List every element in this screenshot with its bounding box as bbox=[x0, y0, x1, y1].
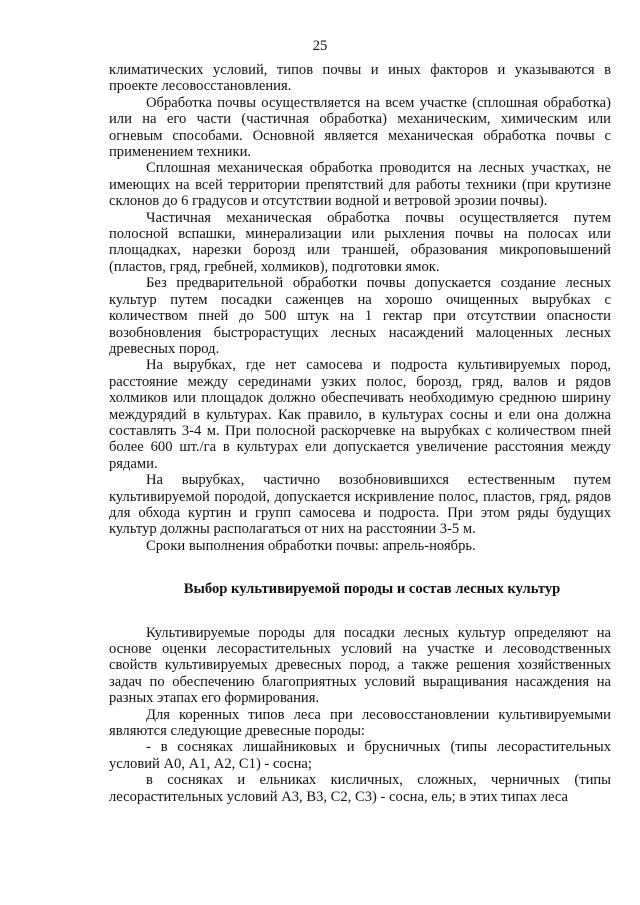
paragraph: На вырубках, частично возобновившихся естественным путем культивируемой породой, допускается искривление полос, пластов, гряд, рядов для обхода куртин и групп самосева и подроста. При этом ряды будущих культур должны располагаться от них на расстоянии 3-5 м. bbox=[109, 472, 611, 538]
paragraph: Сплошная механическая обработка проводится на лесных участках, не имеющих на всей территории препятствий для работы техники (при крутизне склонов до 6 градусов и отсутствии водной и ветровой эрозии почвы). bbox=[109, 160, 611, 210]
paragraph: На вырубках, где нет самосева и подроста культивируемых пород, расстояние между серединами узких полос, борозд, гряд, валов и рядов холмиков или площадок должно обеспечивать необходимую среднюю ширину междурядий в культурах. Как правило, в культурах сосны и ели она должна составлять 3-4 м. При полосной раскорчевке на вырубках с количеством пней более 600 шт./га в культурах ели допускается увеличение расстояния между рядами. bbox=[109, 357, 611, 472]
page-number: 25 bbox=[312, 38, 328, 54]
section-heading: Выбор культивируемой породы и состав лесных культур bbox=[183, 581, 561, 598]
paragraph: Сроки выполнения обработки почвы: апрель-ноябрь. bbox=[146, 537, 476, 554]
paragraph: Частичная механическая обработка почвы осуществляется путем полосной вспашки, минерализации или рыхления почвы на полосах или площадках, нарезки борозд или траншей, образования микроповышений (пластов, гряд, гребней, холмиков), подготовки ямок. bbox=[109, 209, 611, 275]
paragraph: Культивируемые породы для посадки лесных культур определяют на основе оценки лесорастительных условий на участке и лесоводственных свойств культивируемых древесных пород, а также решения хозяйственных задач по обеспечению благоприятных условий выращивания насаждения на разных этапах его формирования. bbox=[109, 624, 611, 707]
paragraph: климатических условий, типов почвы и иных факторов и указываются в проекте лесовосстановления. bbox=[109, 62, 611, 95]
paragraph: Без предварительной обработки почвы допускается создание лесных культур путем посадки саженцев на хорошо очищенных вырубках с количеством пней до 500 штук на 1 гектар при отсутствии опасности возобновления быстрорастущих лесных насаждений малоценных лесных древесных пород. bbox=[109, 275, 611, 357]
paragraph: в сосняках и ельниках кисличных, сложных, черничных (типы лесорастительных условий А3, В3, С2, С3) - сосна, ель; в этих типах леса bbox=[109, 772, 611, 805]
paragraphs-top bbox=[109, 62, 611, 554]
paragraphs-bottom bbox=[109, 625, 611, 805]
paragraph: - в сосняках лишайниковых и брусничных (типы лесорастительных условий А0, А1, А2, С1) - сосна; bbox=[109, 739, 611, 772]
paragraph: Для коренных типов леса при лесовосстановлении культивируемыми являются следующие древесные породы: bbox=[109, 706, 611, 740]
paragraph: Обработка почвы осуществляется на всем участке (сплошная обработка) или на его части (частичная обработка) механическим, химическим или огневым способами. Основной является механическая обработка почвы с применением техники. bbox=[109, 94, 611, 161]
document-body bbox=[109, 62, 611, 805]
